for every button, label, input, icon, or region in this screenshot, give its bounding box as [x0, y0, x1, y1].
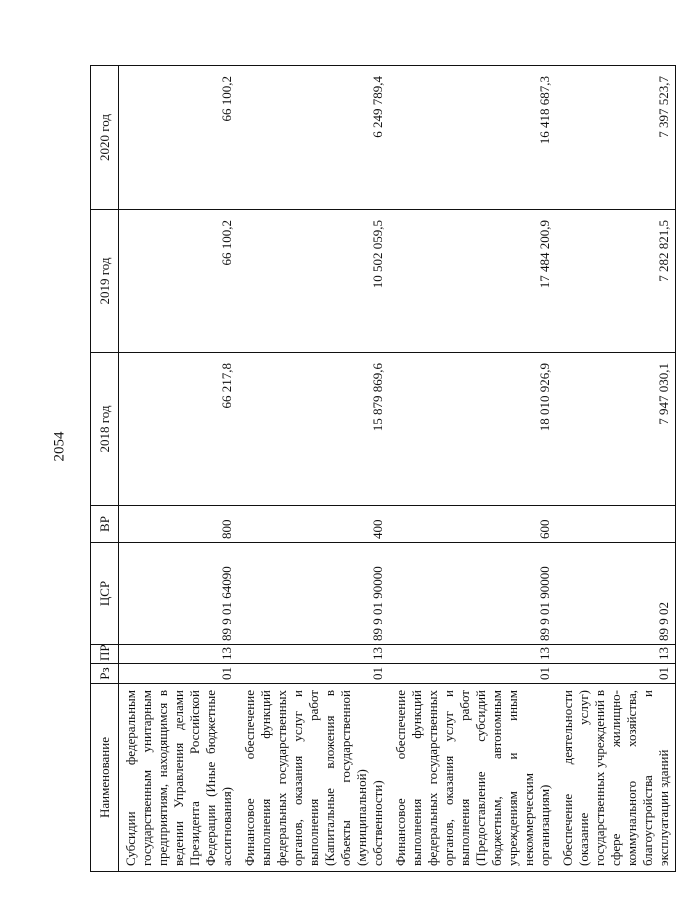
header-2018: 2018 год — [91, 353, 119, 506]
row-pr: 13 — [238, 645, 389, 664]
row-rz: 01 — [119, 664, 239, 684]
row-csr: 89 9 01 90000 — [389, 543, 556, 645]
row-name: Обеспечение деятельности (оказание услуг) государственных учреждений в сфере жилищно-коммунального хозяйства, благоустройства и эксплуатации зданий — [556, 684, 676, 872]
row-2020: 66 100,2 — [119, 66, 239, 210]
header-rz: Рз — [91, 664, 119, 684]
row-vr: 400 — [238, 506, 389, 543]
header-2020: 2020 год — [91, 66, 119, 210]
row-csr: 89 9 02 — [556, 543, 676, 645]
header-pr: ПР — [91, 645, 119, 664]
row-name: Финансовое обеспечение выполнения функций федеральных государственных органов, оказания услуг и выполнения работ (Капитальные вложения в объекты государственной (муниципальной) собственности) — [238, 684, 389, 872]
rotated-page — [90, 32, 671, 872]
row-csr: 89 9 01 64090 — [119, 543, 239, 645]
row-pr: 13 — [389, 645, 556, 664]
header-row — [91, 66, 119, 872]
table-row — [119, 66, 239, 872]
row-2020: 6 249 789,4 — [238, 66, 389, 210]
row-pr: 13 — [119, 645, 239, 664]
row-vr: 600 — [389, 506, 556, 543]
row-rz: 01 — [556, 664, 676, 684]
header-2019: 2019 год — [91, 210, 119, 353]
page-number: 2054 — [51, 431, 68, 462]
row-vr: 800 — [119, 506, 239, 543]
row-vr — [556, 506, 676, 543]
header-csr: ЦСР — [91, 543, 119, 645]
row-2018: 66 217,8 — [119, 353, 239, 506]
row-2019: 66 100,2 — [119, 210, 239, 353]
row-pr: 13 — [556, 645, 676, 664]
table-row — [238, 66, 389, 872]
row-name: Финансовое обеспечение выполнения функций федеральных государственных органов, оказания услуг и выполнения работ (Предоставление субсидий бюджетным, автономным учреждениям и иным некоммерческим организациям) — [389, 684, 556, 872]
row-2020: 7 397 523,7 — [556, 66, 676, 210]
row-rz: 01 — [389, 664, 556, 684]
header-vr: ВР — [91, 506, 119, 543]
row-2018: 15 879 869,6 — [238, 353, 389, 506]
table-row — [556, 66, 676, 872]
row-2019: 17 484 200,9 — [389, 210, 556, 353]
header-name: Наименование — [91, 684, 119, 872]
budget-table — [90, 65, 676, 872]
row-2018: 18 010 926,9 — [389, 353, 556, 506]
row-2019: 10 502 059,5 — [238, 210, 389, 353]
row-rz: 01 — [238, 664, 389, 684]
row-name: Субсидии федеральным государственным унитарным предприятиям, находящимся в ведении Управления делами Президента Российской Федерации (Иные бюджетные ассигнования) — [119, 684, 239, 872]
row-2018: 7 947 030,1 — [556, 353, 676, 506]
row-2019: 7 282 821,5 — [556, 210, 676, 353]
row-2020: 16 418 687,3 — [389, 66, 556, 210]
table-row — [389, 66, 556, 872]
row-csr: 89 9 01 90000 — [238, 543, 389, 645]
